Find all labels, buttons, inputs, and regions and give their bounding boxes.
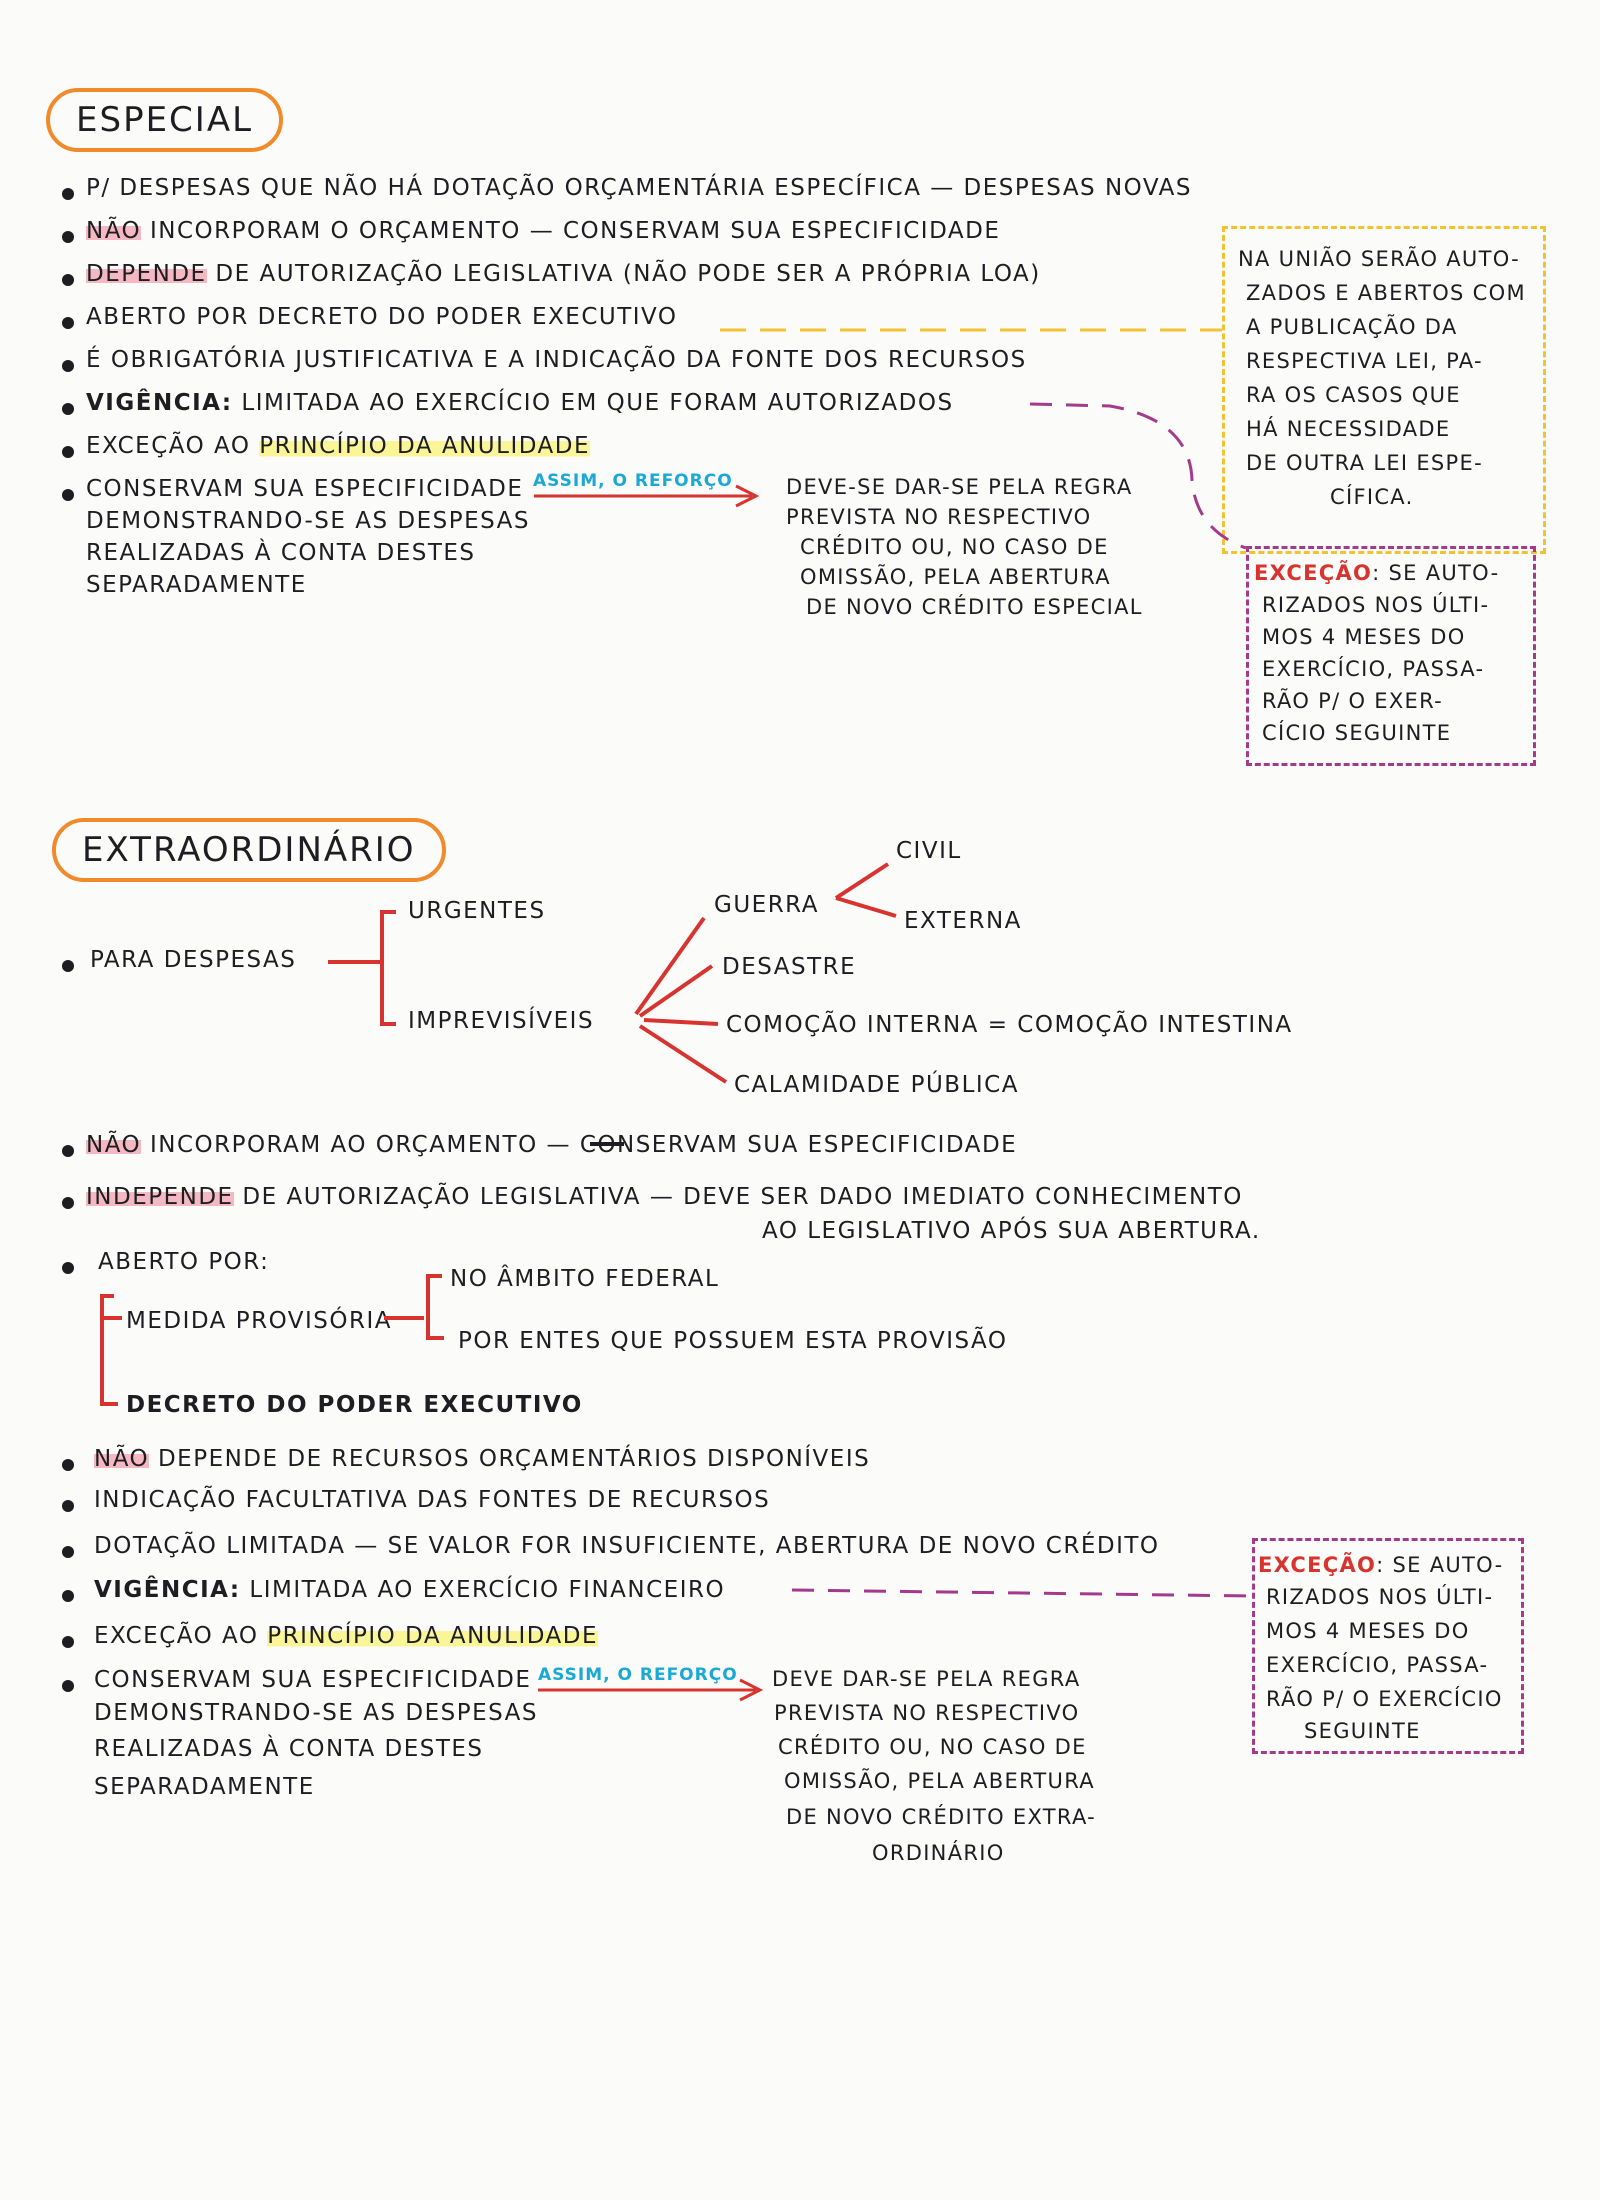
fan-calamidade [640, 1026, 726, 1082]
highlight-anulidade: PRINCÍPIO DA ANULIDADE [267, 1623, 599, 1649]
extra-deve-line-6: ORDINÁRIO [872, 1841, 1005, 1865]
especial-item-5: É OBRIGATÓRIA JUSTIFICATIVA E A INDICAÇÃO DA FONTE DOS RECURSOS [86, 347, 1027, 373]
fan-comocao [644, 1020, 718, 1024]
extra-conservam-line-1: DEMONSTRANDO-SE AS DESPESAS [94, 1700, 538, 1726]
extra-deve-line-1: DEVE DAR-SE PELA REGRA [772, 1667, 1081, 1691]
uniao-line-6: HÁ NECESSIDADE [1246, 417, 1451, 441]
urgentes: URGENTES [408, 898, 546, 924]
especial-excecao-text: : SE AUTO- [1372, 561, 1500, 585]
highlight-anulidade: PRINCÍPIO DA ANULIDADE [259, 433, 591, 459]
calamidade: CALAMIDADE PÚBLICA [734, 1072, 1019, 1098]
extra-item-conservam: CONSERVAM SUA ESPECIFICIDADE [94, 1667, 532, 1693]
extra-excecao-line-4: EXERCÍCIO, PASSA- [1266, 1653, 1489, 1677]
para-bracket [382, 912, 396, 1024]
extra-item-indicacao: INDICAÇÃO FACULTATIVA DAS FONTES DE RECURSOS [94, 1487, 771, 1513]
especial-item-1: P/ DESPESAS QUE NÃO HÁ DOTAÇÃO ORÇAMENTÁRIA ESPECÍFICA — DESPESAS NOVAS [86, 175, 1192, 201]
extra-conservam-line-3: SEPARADAMENTE [94, 1774, 315, 1800]
extra-deve-line-2: PREVISTA NO RESPECTIVO [774, 1701, 1080, 1725]
extra-independe-text: DE AUTORIZAÇÃO LEGISLATIVA — DEVE SER DADO IMEDIATO CONHECIMENTO [233, 1184, 1243, 1210]
imprevisiveis: IMPREVISÍVEIS [408, 1008, 595, 1034]
desastre: DESASTRE [722, 954, 857, 980]
aberto-por: ABERTO POR: [98, 1249, 270, 1275]
highlight-independe: INDEPENDE [86, 1184, 234, 1210]
extra-deve-line-3: CRÉDITO OU, NO CASO DE [778, 1735, 1087, 1759]
extra-vigencia-connector [792, 1590, 1252, 1596]
extra-excecao-text: : SE AUTO- [1376, 1553, 1504, 1577]
guerra: GUERRA [714, 892, 819, 918]
especial-item-6-text: LIMITADA AO EXERCÍCIO EM QUE FORAM AUTORIZADOS [232, 390, 954, 416]
extra-excecao-line-2: RIZADOS NOS ÚLTI- [1266, 1585, 1494, 1609]
especial-item-3-text: DE AUTORIZAÇÃO LEGISLATIVA (NÃO PODE SER A PRÓPRIA LOA) [206, 261, 1041, 287]
excecao-label: EXCEÇÃO [1258, 1553, 1377, 1577]
uniao-line-2: ZADOS E ABERTOS COM [1246, 281, 1526, 305]
highlight-nao: NÃO [94, 1446, 150, 1472]
uniao-line-1: NA UNIÃO SERÃO AUTO- [1238, 247, 1521, 271]
especial-item-2-text: INCORPORAM O ORÇAMENTO — CONSERVAM SUA ESPECIFICIDADE [141, 218, 1001, 244]
uniao-line-5: RA OS CASOS QUE [1246, 383, 1461, 407]
especial-deve-line-1: DEVE-SE DAR-SE PELA REGRA [786, 475, 1133, 499]
especial-item-4: ABERTO POR DECRETO DO PODER EXECUTIVO [86, 304, 678, 330]
extra-item-dotacao: DOTAÇÃO LIMITADA — SE VALOR FOR INSUFICIENTE, ABERTURA DE NOVO CRÉDITO [94, 1533, 1160, 1559]
extra-item-nao-depende-text: DEPENDE DE RECURSOS ORÇAMENTÁRIOS DISPONÍVEIS [149, 1446, 871, 1472]
uniao-line-4: RESPECTIVA LEI, PA- [1246, 349, 1483, 373]
especial-conservam-line-1: DEMONSTRANDO-SE AS DESPESAS [86, 508, 530, 534]
extra-conservam-line-2: REALIZADAS À CONTA DESTES [94, 1736, 484, 1762]
especial-excecao-line-2: RIZADOS NOS ÚLTI- [1262, 593, 1490, 617]
especial-excecao-line-4: EXERCÍCIO, PASSA- [1262, 657, 1485, 681]
uniao-line-3: A PUBLICAÇÃO DA [1246, 315, 1458, 339]
highlight-nao: NÃO [86, 218, 142, 244]
externa: EXTERNA [904, 908, 1022, 934]
especial-deve-line-2: PREVISTA NO RESPECTIVO [786, 505, 1092, 529]
extra-excecao-line-3: MOS 4 MESES DO [1266, 1619, 1470, 1643]
especial-assim-label: ASSIM, O REFORÇO [533, 471, 733, 491]
extra-deve-line-5: DE NOVO CRÉDITO EXTRA- [786, 1805, 1097, 1829]
fan-guerra [636, 918, 704, 1014]
extra-nao-incorporam-text: INCORPORAM AO ORÇAMENTO — CONSERVAM SUA ESPECIFICIDADE [141, 1132, 1018, 1158]
extra-item-vigencia-text: LIMITADA AO EXERCÍCIO FINANCEIRO [240, 1577, 726, 1603]
extra-deve-line-4: OMISSÃO, PELA ABERTURA [784, 1769, 1095, 1793]
especial-conservam-line-3: SEPARADAMENTE [86, 572, 307, 598]
especial-excecao-line-3: MOS 4 MESES DO [1262, 625, 1466, 649]
especial-deve-line-4: OMISSÃO, PELA ABERTURA [800, 565, 1111, 589]
especial-vigencia-connector [1030, 404, 1246, 548]
extra-assim-label: ASSIM, O REFORÇO [538, 1665, 738, 1685]
especial-excecao-line-6: CÍCIO SEGUINTE [1262, 721, 1452, 745]
extra-excecao-line-6: SEGUINTE [1304, 1719, 1421, 1743]
especial-deve-line-5: DE NOVO CRÉDITO ESPECIAL [806, 595, 1143, 619]
excecao-label: EXCEÇÃO [1254, 561, 1373, 585]
highlight-nao: NÃO [86, 1132, 142, 1158]
entes: POR ENTES QUE POSSUEM ESTA PROVISÃO [458, 1328, 1008, 1354]
highlight-depende: DEPENDE [86, 261, 207, 287]
vigencia-label: VIGÊNCIA: [86, 390, 233, 416]
especial-conservam-line-2: REALIZADAS À CONTA DESTES [86, 540, 476, 566]
civil: CIVIL [896, 838, 962, 864]
fork-civil [836, 864, 888, 898]
extra-item-excecao-text: EXCEÇÃO AO [94, 1623, 268, 1649]
medida-provisoria: MEDIDA PROVISÓRIA [126, 1308, 392, 1334]
especial-item-8: CONSERVAM SUA ESPECIFICIDADE [86, 476, 524, 502]
uniao-line-8: CÍFICA. [1330, 485, 1414, 509]
uniao-line-7: DE OUTRA LEI ESPE- [1246, 451, 1483, 475]
especial-title: ESPECIAL [46, 88, 283, 152]
comocao: COMOÇÃO INTERNA = COMOÇÃO INTESTINA [726, 1012, 1293, 1038]
especial-deve-line-3: CRÉDITO OU, NO CASO DE [800, 535, 1109, 559]
especial-excecao-line-5: RÃO P/ O EXER- [1262, 689, 1444, 713]
vigencia-label: VIGÊNCIA: [94, 1577, 241, 1603]
medida-bracket [428, 1276, 444, 1338]
extra-independe-line-2: AO LEGISLATIVO APÓS SUA ABERTURA. [762, 1218, 1261, 1244]
para-despesas: PARA DESPESAS [90, 947, 297, 973]
fork-externa [836, 898, 896, 916]
decreto-poder-executivo: DECRETO DO PODER EXECUTIVO [126, 1392, 583, 1418]
aberto-bracket [102, 1296, 118, 1404]
extraordinario-title: EXTRAORDINÁRIO [52, 818, 446, 882]
ambito-federal: NO ÂMBITO FEDERAL [450, 1266, 720, 1292]
extra-excecao-line-5: RÃO P/ O EXERCÍCIO [1266, 1687, 1503, 1711]
especial-item-7-text: EXCEÇÃO AO [86, 433, 260, 459]
